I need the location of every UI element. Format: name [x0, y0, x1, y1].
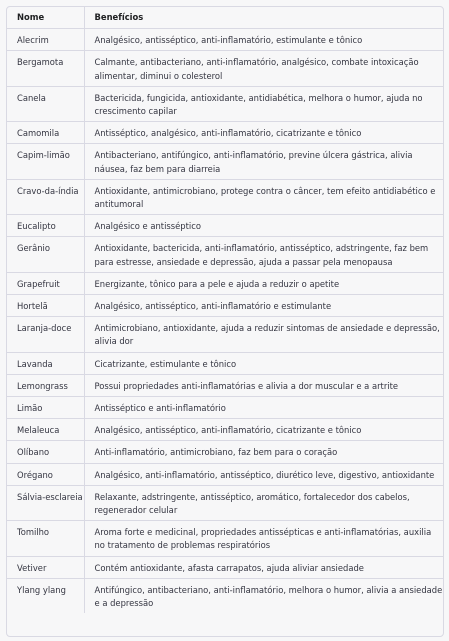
cell-name: Alecrim — [7, 29, 84, 51]
cell-benefits: Antifúngico, antibacteriano, anti-inflamatório, melhora o humor, alivia a ansiedade e a depressão — [94, 584, 443, 609]
table-row — [7, 317, 443, 352]
cell-benefits: Analgésico, anti-inflamatório, antisséptico, diurético leve, digestivo, antioxidante — [94, 469, 435, 480]
table-row — [7, 122, 443, 144]
cell-name: Hortelã — [7, 295, 84, 317]
table-row — [7, 237, 443, 272]
cell-benefits: Antioxidante, antimicrobiano, protege contra o câncer, tem efeito antidiabético e antitumoral — [94, 185, 436, 210]
cell-name: Ylang ylang — [7, 578, 84, 613]
cell-benefits: Analgésico e antisséptico — [94, 221, 201, 232]
cell-name: Eucalipto — [7, 215, 84, 237]
table-row — [7, 463, 443, 485]
table-row — [7, 441, 443, 463]
cell-name: Grapefruit — [7, 272, 84, 294]
cell-name: Lavanda — [7, 352, 84, 374]
table-row — [7, 215, 443, 237]
cell-name: Capim-limão — [7, 144, 84, 179]
cell-name: Laranja-doce — [7, 317, 84, 352]
table-row — [7, 295, 443, 317]
cell-name: Camomila — [7, 122, 84, 144]
cell-benefits: Analgésico, antisséptico, anti-inflamatório, estimulante e tônico — [94, 35, 363, 46]
cell-name: Tomilho — [7, 521, 84, 556]
cell-benefits: Calmante, antibacteriano, anti-inflamatório, analgésico, combate intoxicação alimentar, diminui o colesterol — [94, 57, 419, 81]
cell-benefits: Contém antioxidante, afasta carrapatos, ajuda aliviar ansiedade — [94, 562, 364, 573]
cell-benefits: Analgésico, antisséptico, anti-inflamatório e estimulante — [94, 301, 332, 312]
table-row — [7, 374, 443, 396]
cell-name: Gerânio — [7, 237, 84, 272]
table-row — [7, 272, 443, 294]
cell-benefits: Energizante, tônico para a pele e ajuda a reduzir o apetite — [94, 278, 340, 289]
cell-name: Limão — [7, 397, 84, 419]
cell-name: Olíbano — [7, 441, 84, 463]
table-row — [7, 556, 443, 578]
column-header-benefits: Benefícios — [94, 12, 144, 22]
table-row — [7, 179, 443, 214]
cell-benefits: Relaxante, adstringente, antisséptico, aromático, fortalecedor dos cabelos, regenerador celular — [94, 491, 410, 516]
table-row — [7, 397, 443, 419]
cell-benefits: Antioxidante, bactericida, anti-inflamatório, antisséptico, adstringente, faz bem para estresse, ansiedade e depressão, ajuda a passar pela menopausa — [94, 243, 429, 267]
cell-benefits: Anti-inflamatório, antimicrobiano, faz bem para o coração — [94, 447, 338, 458]
column-header-name: Nome — [7, 7, 84, 29]
cell-benefits: Antibacteriano, antifúngico, anti-inflamatório, previne úlcera gástrica, alivia náusea, faz bem para diarreia — [94, 150, 413, 174]
cell-benefits: Bactericida, fungicida, antioxidante, antidiabética, melhora o humor, ajuda no crescimento capilar — [94, 92, 423, 117]
cell-benefits: Cicatrizante, estimulante e tônico — [94, 358, 237, 369]
cell-name: Canela — [7, 86, 84, 121]
table-row — [7, 485, 443, 520]
cell-name: Bergamota — [7, 51, 84, 86]
oils-table-container — [6, 6, 444, 637]
cell-benefits: Aroma forte e medicinal, propriedades antissépticas e anti-inflamatórias, auxilia no tratamento de problemas respiratórios — [94, 527, 432, 551]
table-row — [7, 29, 443, 51]
oils-table — [7, 7, 443, 613]
cell-benefits: Antimicrobiano, antioxidante, ajuda a reduzir sintomas de ansiedade e depressão, alivia dor — [94, 323, 440, 347]
cell-benefits: Analgésico, antisséptico, anti-inflamatório, cicatrizante e tônico — [94, 425, 362, 436]
cell-benefits: Antisséptico, analgésico, anti-inflamatório, cicatrizante e tônico — [94, 128, 362, 139]
cell-name: Sálvia-esclareia — [7, 485, 84, 520]
table-row — [7, 578, 443, 613]
table-row — [7, 86, 443, 121]
cell-name: Cravo-da-índia — [7, 179, 84, 214]
table-row — [7, 352, 443, 374]
cell-name: Melaleuca — [7, 419, 84, 441]
cell-name: Lemongrass — [7, 374, 84, 396]
table-row — [7, 144, 443, 179]
table-row — [7, 51, 443, 86]
table-header-row — [7, 7, 443, 29]
cell-benefits: Possui propriedades anti-inflamatórias e alivia a dor muscular e a artrite — [94, 380, 399, 391]
cell-name: Vetiver — [7, 556, 84, 578]
table-row — [7, 419, 443, 441]
cell-name: Orégano — [7, 463, 84, 485]
cell-benefits: Antisséptico e anti-inflamatório — [94, 403, 226, 414]
table-row — [7, 521, 443, 556]
